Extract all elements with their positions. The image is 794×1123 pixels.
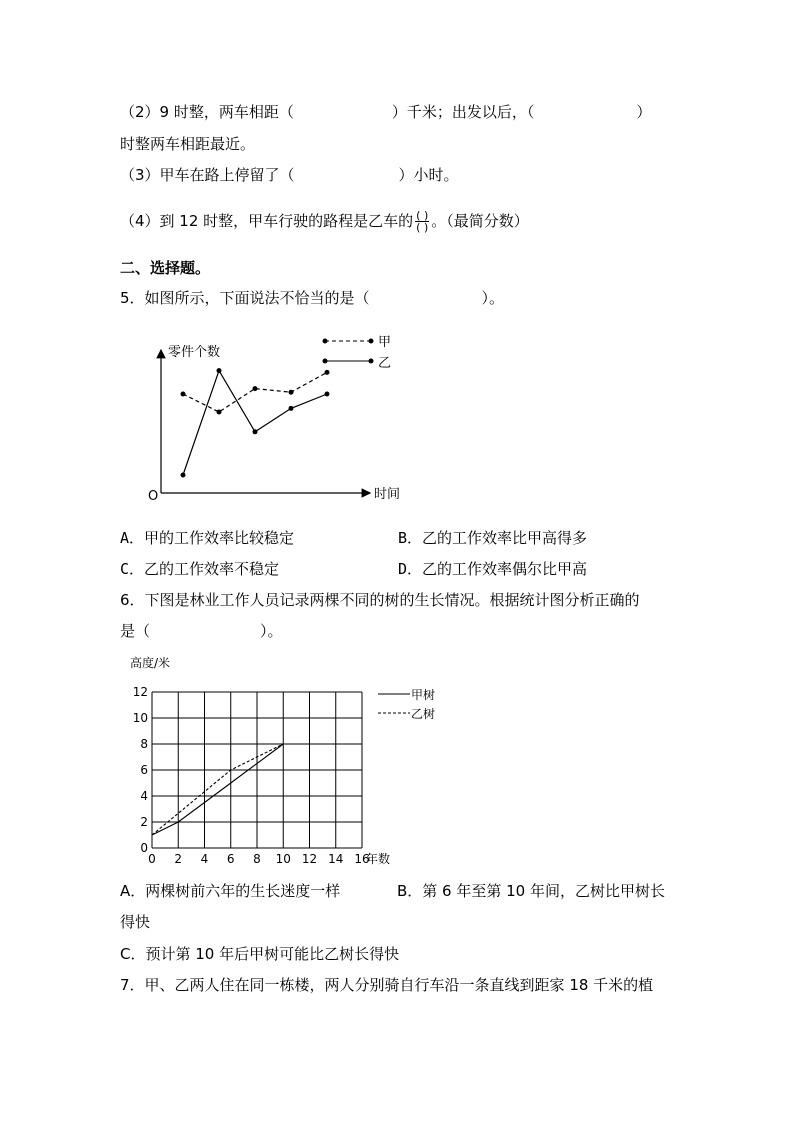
legend-yi-label: 乙 <box>378 356 392 371</box>
x-tick-label: 4 <box>200 852 209 866</box>
q5-option-b[interactable]: B．乙的工作效率比甲高得多 <box>398 529 588 547</box>
x-tick-label: 16 <box>354 852 370 866</box>
y-tick-label: 2 <box>140 815 148 829</box>
q5-option-c[interactable]: C．乙的工作效率不稳定 <box>120 560 280 578</box>
x-tick-label: 8 <box>253 852 261 866</box>
x-tick-label: 6 <box>226 852 235 866</box>
q5-option-a[interactable]: A．甲的工作效率比较稳定 <box>120 529 295 547</box>
q4-item3-line <box>120 165 459 185</box>
q5-stem-text-a: 5．如图所示，下面说法不恰当的是（ <box>120 289 370 307</box>
legend-jia-point-right <box>369 339 374 344</box>
y-axis-label: 零件个数 <box>168 345 221 360</box>
x-axis-label: 年数 <box>366 852 391 866</box>
series-yi-point <box>181 473 186 478</box>
fraction-numerator: ( ) <box>416 209 429 222</box>
x-tick-label: 2 <box>174 852 183 866</box>
series-jia-point <box>181 392 186 397</box>
series-yi-tree-line <box>152 744 283 835</box>
q4-item2-text-c: ） <box>636 103 652 121</box>
q6-option-a[interactable]: A．两棵树前六年的生长迷度一样 <box>120 882 341 900</box>
x-tick-label: 10 <box>275 852 291 866</box>
x-axis-label: 时间 <box>374 487 401 502</box>
section-heading-choice: 二、选择题。 <box>120 259 211 277</box>
series-jia-point <box>325 370 330 375</box>
series-jia-line <box>183 372 327 412</box>
q4-item2-continuation: 时整两车相距最近。 <box>120 135 256 153</box>
q6-stem-line2 <box>120 621 283 641</box>
q5-stem-text-b: ）。 <box>481 289 505 307</box>
legend-yi-point-left <box>323 359 328 364</box>
y-axis-label: 高度/米 <box>130 656 171 670</box>
q7-stem: 7．甲、乙两人住在同一栋楼，两人分别骑自行车沿一条直线到距家 18 千米的植 <box>120 976 654 994</box>
x-tick-label: 12 <box>301 852 318 866</box>
q5-stem <box>120 288 504 308</box>
x-tick-label: 14 <box>328 852 344 866</box>
legend-yi-tree-label: 乙树 <box>411 707 436 721</box>
legend-yi-point-right <box>369 359 374 364</box>
q6-stem-text-a: 是（ <box>120 622 151 640</box>
q4-item4-line <box>120 210 529 233</box>
legend-jia-tree-label: 甲树 <box>411 688 436 702</box>
q4-item3-text-b: ）小时。 <box>398 166 459 184</box>
q6-option-b-continuation: 得快 <box>120 913 151 931</box>
q4-item2-line <box>120 102 651 122</box>
series-yi-point <box>289 406 294 411</box>
q6-tree-growth-chart <box>120 650 436 872</box>
y-tick-label: 8 <box>140 737 148 751</box>
q4-item4-text-a: （4）到 12 时整，甲车行驶的路程是乙车的 <box>120 212 414 230</box>
series-jia-point <box>253 386 258 391</box>
q4-item4-text-b: 。（最简分数） <box>431 212 529 230</box>
q6-stem-line1: 6．下图是林业工作人员记录两棵不同的树的生长情况。根据统计图分析正确的 <box>120 591 640 609</box>
series-jia-tree-line <box>152 744 283 835</box>
q6-stem-text-b: ）。 <box>260 622 283 640</box>
series-yi-point <box>253 429 258 434</box>
series-yi-point <box>325 392 330 397</box>
fraction-denominator: ( ) <box>416 221 429 234</box>
series-yi-point <box>217 368 222 373</box>
answer-fraction-blank[interactable] <box>415 210 429 233</box>
y-tick-label: 12 <box>132 685 148 699</box>
series-jia-point <box>289 390 294 395</box>
q4-item2-text-a: （2）9 时整，两车相距（ <box>120 103 294 121</box>
q6-option-b[interactable]: B．第 6 年至第 10 年间，乙树比甲树长 <box>397 882 665 900</box>
origin-label: O <box>148 489 159 504</box>
q4-item2-text-b: ）千米；出发以后，（ <box>391 103 535 121</box>
legend-jia-label: 甲 <box>378 335 392 350</box>
legend-jia-point-left <box>323 339 328 344</box>
q5-line-chart <box>140 330 420 510</box>
q5-option-d[interactable]: D．乙的工作效率偶尔比甲高 <box>398 560 588 578</box>
y-tick-label: 0 <box>140 841 148 855</box>
y-tick-label: 6 <box>140 763 148 777</box>
q4-item3-text-a: （3）甲车在路上停留了（ <box>120 166 295 184</box>
y-tick-label: 10 <box>132 711 148 725</box>
y-tick-label: 4 <box>140 789 148 803</box>
x-tick-label: 0 <box>148 852 156 866</box>
q6-option-c[interactable]: C．预计第 10 年后甲树可能比乙树长得快 <box>120 945 400 963</box>
series-jia-point <box>217 410 222 415</box>
